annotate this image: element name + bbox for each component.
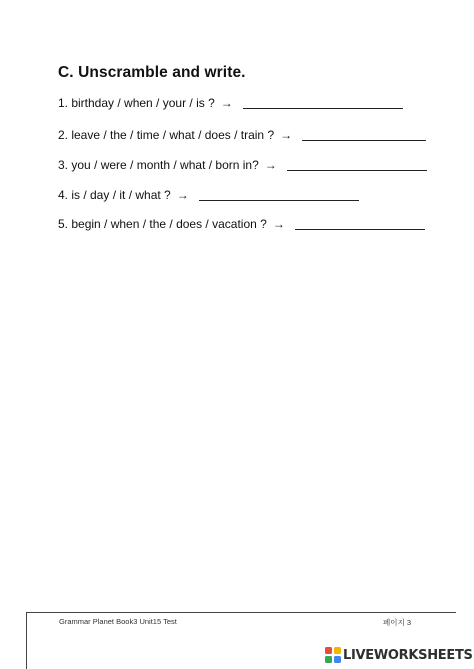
exercise-item-3	[58, 158, 427, 172]
exercise-item-5	[58, 217, 425, 231]
footer-corner-line	[26, 612, 27, 669]
liveworksheets-brand[interactable]	[325, 647, 473, 663]
arrow-icon: →	[176, 188, 189, 202]
exercise-item-1	[58, 96, 403, 110]
answer-blank[interactable]	[243, 108, 403, 109]
exercise-prompt: 3. you / were / month / what / born in?	[58, 158, 259, 172]
exercise-prompt: 5. begin / when / the / does / vacation ?	[58, 217, 267, 231]
footer-divider	[26, 612, 456, 613]
answer-blank[interactable]	[302, 140, 426, 141]
exercise-prompt: 2. leave / the / time / what / does / train ?	[58, 128, 275, 142]
answer-blank[interactable]	[287, 170, 427, 171]
arrow-icon: →	[264, 158, 277, 172]
answer-blank[interactable]	[199, 200, 359, 201]
exercise-item-4	[58, 188, 359, 202]
answer-blank[interactable]	[295, 229, 425, 230]
footer-book-title: Grammar Planet Book3 Unit15 Test	[59, 617, 177, 626]
exercise-prompt: 1. birthday / when / your / is ?	[58, 96, 215, 110]
exercise-item-2	[58, 128, 426, 142]
arrow-icon: →	[280, 128, 293, 142]
arrow-icon: →	[220, 96, 233, 110]
arrow-icon: →	[272, 217, 285, 231]
footer-page-number: 페이지 3	[383, 618, 411, 627]
liveworksheets-logo-icon	[325, 647, 341, 663]
brand-name: LIVEWORKSHEETS	[343, 647, 473, 663]
exercise-prompt: 4. is / day / it / what ?	[58, 188, 171, 202]
section-heading: C. Unscramble and write.	[58, 64, 246, 81]
